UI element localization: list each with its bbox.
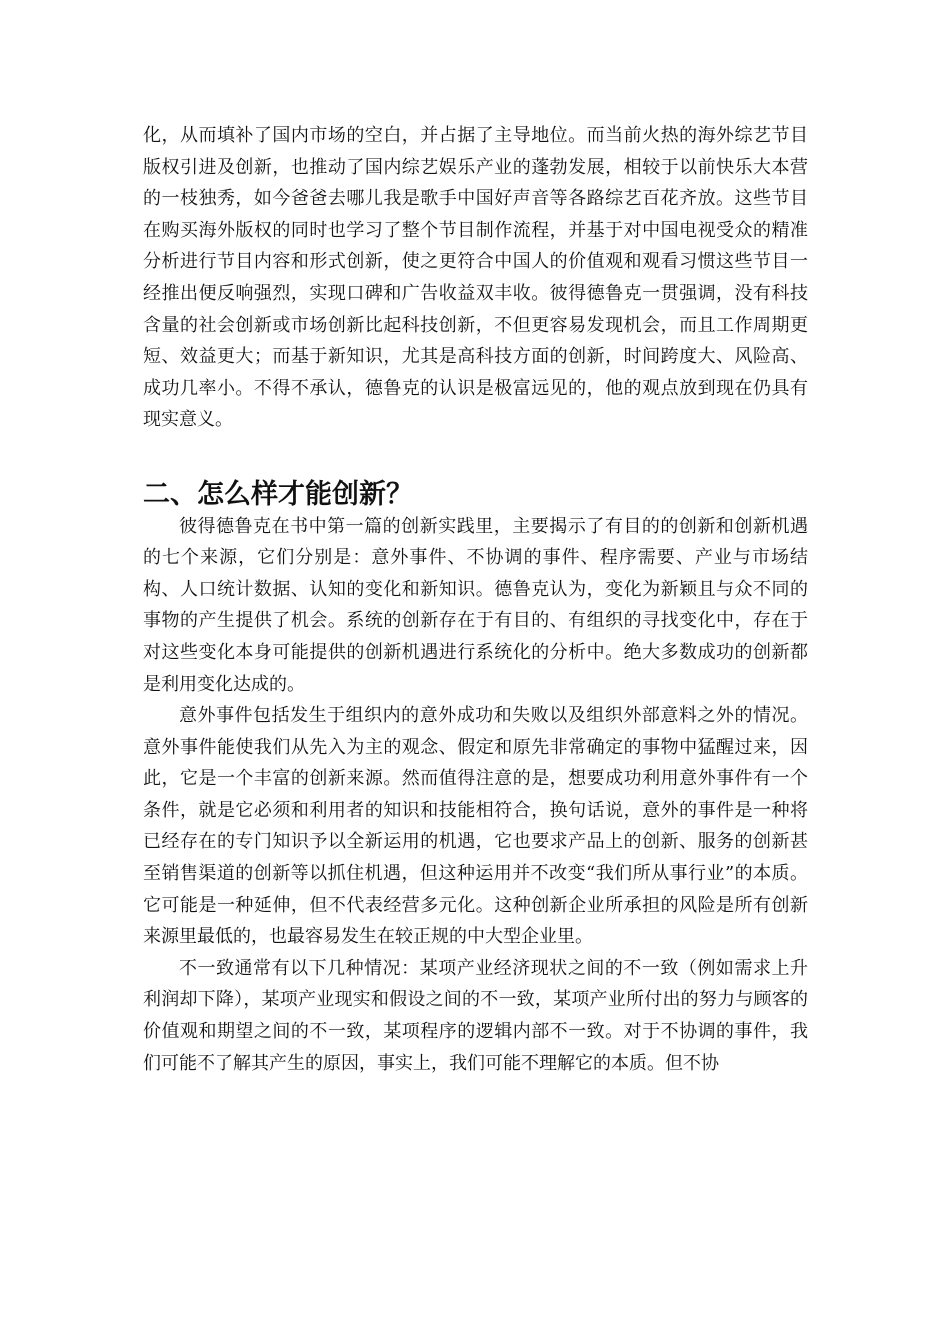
paragraph-continued: 化，从而填补了国内市场的空白，并占据了主导地位。而当前火热的海外综艺节目版权引进及创新，也推动了国内综艺娱乐产业的蓬勃发展，相较于以前快乐大本营的一枝独秀，如今爸爸去哪儿我是歌手中国好声音等各路综艺百花齐放。这些节目在购买海外版权的同时也学习了整个节目制作流程，并基于对中国电视受众的精准分析进行节目内容和形式创新，使之更符合中国人的价值观和观看习惯这些节目一经推出便反响强烈，实现口碑和广告收益双丰收。彼得德鲁克一贯强调，没有科技含量的社会创新或市场创新比起科技创新，不但更容易发现机会，而且工作周期更短、效益更大；而基于新知识，尤其是高科技方面的创新，时间跨度大、风险高、成功几率小。不得不承认，德鲁克的认识是极富远见的，他的观点放到现在仍具有现实意义。	[143, 125, 808, 431]
paragraph-gap	[143, 436, 808, 479]
paragraph-1: 彼得德鲁克在书中第一篇的创新实践里，主要揭示了有目的的创新和创新机遇的七个来源，它们分别是：意外事件、不协调的事件、程序需要、产业与市场结构、人口统计数据、认知的变化和新知识。德鲁克认为，变化为新颖且与众不同的事物的产生提供了机会。系统的创新存在于有目的、有组织的寻找变化中，存在于对这些变化本身可能提供的创新机遇进行系统化的分析中。绝大多数成功的创新都是利用变化达成的。	[143, 515, 808, 695]
paragraph-3: 不一致通常有以下几种情况：某项产业经济现状之间的不一致（例如需求上升利润却下降），某项产业现实和假设之间的不一致，某项产业所付出的努力与顾客的价值观和期望之间的不一致，某项程序的逻辑内部不一致。对于不协调的事件，我们可能不了解其产生的原因，事实上，我们可能不理解它的本质。但不协	[143, 957, 808, 1074]
section-heading: 二、怎么样才能创新？	[143, 478, 413, 510]
paragraph-2: 意外事件包括发生于组织内的意外成功和失败以及组织外部意料之外的情况。意外事件能使我们从先入为主的观念、假定和原先非常确定的事物中猛醒过来，因此，它是一个丰富的创新来源。然而值得注意的是，想要成功利用意外事件有一个条件，就是它必须和利用者的知识和技能相符合，换句话说，意外的事件是一种将已经存在的专门知识予以全新运用的机遇，它也要求产品上的创新、服务的创新甚至销售渠道的创新等以抓住机遇，但这种运用并不改变“我们所从事行业”的本质。它可能是一种延伸，但不代表经营多元化。这种创新企业所承担的风险是所有创新来源里最低的，也最容易发生在较正规的中大型企业里。	[143, 705, 808, 948]
document-body	[143, 120, 808, 1079]
